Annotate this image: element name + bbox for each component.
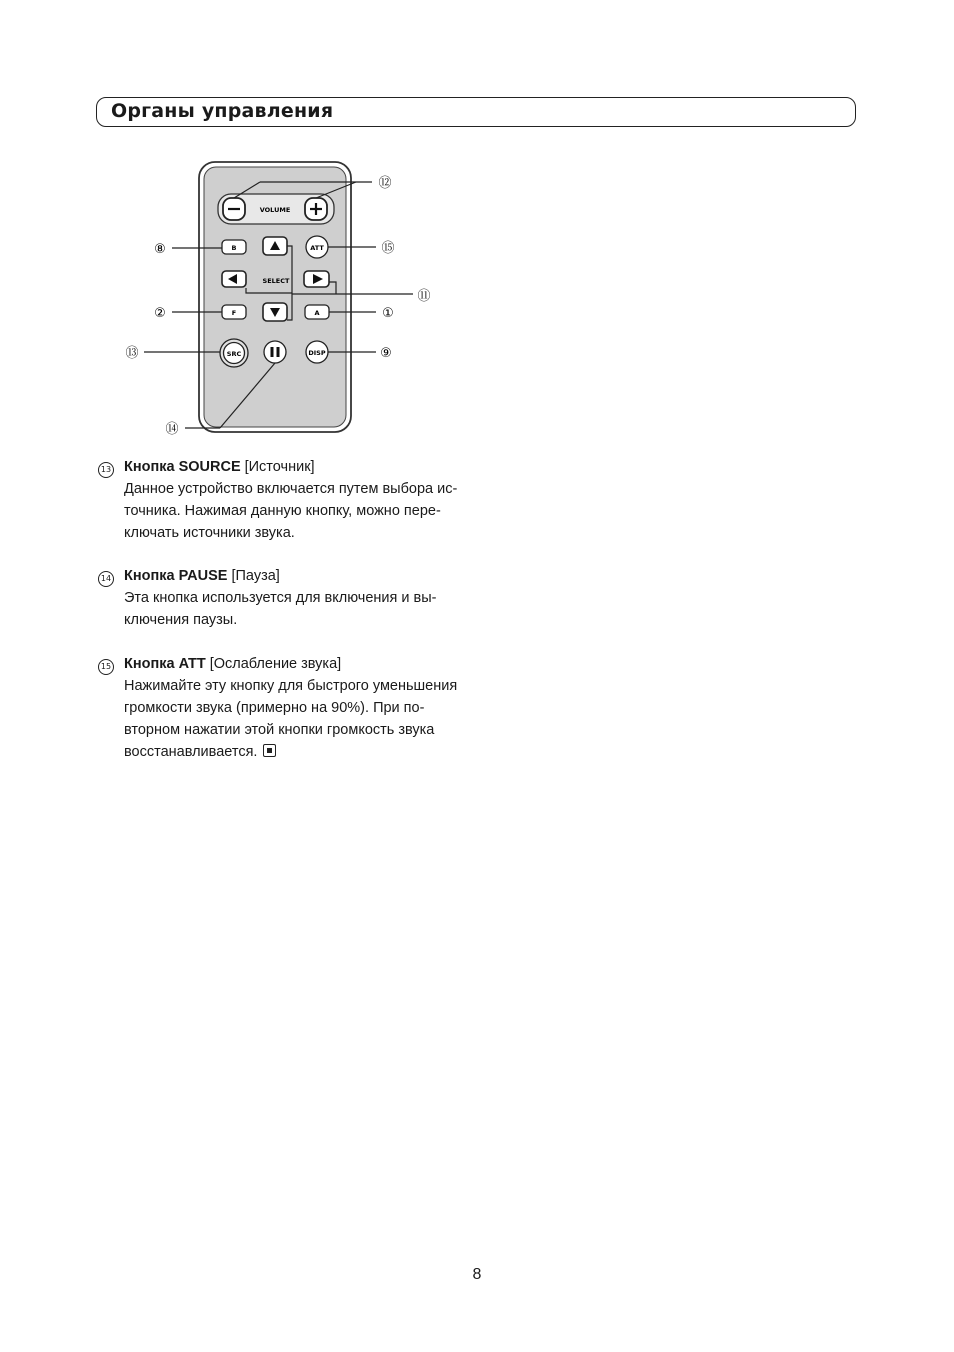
desc-title: Кнопка SOURCE xyxy=(124,459,241,475)
callout-8: ⑧ xyxy=(154,242,166,257)
desc-subtitle: [Источник] xyxy=(244,459,315,475)
desc-att-button xyxy=(98,653,478,763)
pause-icon-left xyxy=(271,347,274,357)
att-button-label: ATT xyxy=(310,244,324,252)
pause-button[interactable] xyxy=(264,341,286,363)
select-label: SELECT xyxy=(262,277,290,285)
disp-button-label: DISP xyxy=(308,349,326,357)
b-button-label: B xyxy=(231,244,237,252)
section-title: Органы управления xyxy=(111,100,334,122)
desc-pause-button xyxy=(98,565,478,631)
desc-body-wrap xyxy=(124,675,464,763)
pause-icon-right xyxy=(277,347,280,357)
desc-body: Нажимайте эту кнопку для быстрого уменьшения громкости звука (примерно на 90%). При по- вторном нажатии этой кнопки громкость звука восстанавливается. xyxy=(124,678,458,760)
desc-number: 13 xyxy=(98,462,114,478)
desc-subtitle: [Пауза] xyxy=(231,568,280,584)
desc-source-button xyxy=(98,456,478,544)
desc-number: 14 xyxy=(98,571,114,587)
src-button-label: SRC xyxy=(226,350,242,358)
end-of-section-icon xyxy=(263,744,276,757)
a-button-label: A xyxy=(314,309,320,317)
desc-body: Данное устройство включается путем выбора ис- точника. Нажимая данную кнопку, можно пере- ключать источники звука. xyxy=(124,481,458,541)
desc-title: Кнопка PAUSE xyxy=(124,568,228,584)
f-button-label: F xyxy=(231,309,237,317)
callout-11: ⑪ xyxy=(417,289,431,304)
desc-body: Эта кнопка используется для включения и вы- ключения паузы. xyxy=(124,590,437,628)
callout-12: ⑫ xyxy=(378,176,392,191)
volume-label: VOLUME xyxy=(259,206,291,214)
desc-title: Кнопка ATT xyxy=(124,656,206,672)
desc-number: 15 xyxy=(98,659,114,675)
callout-1: ① xyxy=(382,306,394,321)
callout-2: ② xyxy=(154,306,166,321)
page-number: 8 xyxy=(472,1266,482,1283)
callout-15: ⑮ xyxy=(381,241,395,256)
callout-9: ⑨ xyxy=(380,346,392,361)
callout-14: ⑭ xyxy=(165,422,179,437)
callout-13: ⑬ xyxy=(125,346,139,361)
desc-subtitle: [Ослабление звука] xyxy=(209,656,342,672)
remote-control-diagram xyxy=(0,0,954,460)
